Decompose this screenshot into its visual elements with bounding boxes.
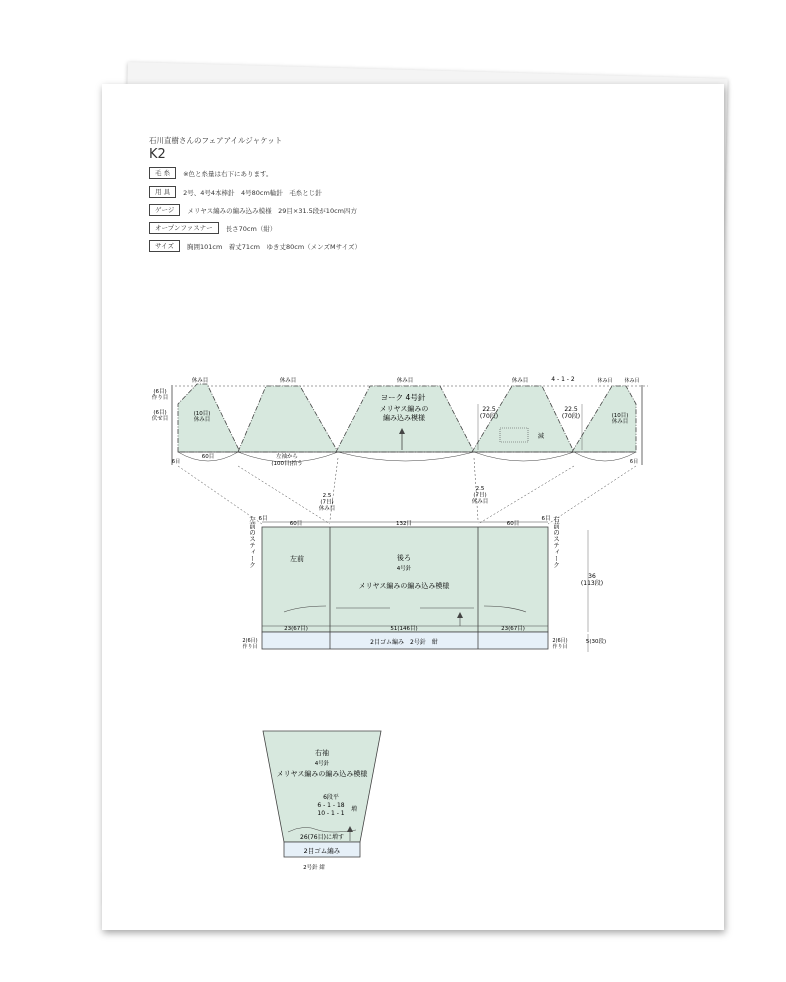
yoke-left-bind-off <box>152 408 169 422</box>
body-top-60l: 60目 <box>289 521 303 527</box>
text-line: 休み目 <box>193 417 211 423</box>
info-label-zipper: オープンファスナー <box>149 222 219 234</box>
info-value-size: 胸囲101cm 着丈71cm ゆき丈80cm（メンズMサイズ） <box>186 242 362 251</box>
text-line: 作り目 <box>151 395 169 401</box>
info-label-gauge: ゲージ <box>149 204 180 216</box>
text-line: 休み目 <box>611 419 629 425</box>
body-cast-left <box>242 637 257 650</box>
info-label-yarn: 毛 糸 <box>149 167 176 179</box>
yoke-pickup-curves <box>178 452 636 462</box>
yoke-bracket-dec: 減 <box>537 433 545 440</box>
body-cast-right <box>552 637 567 650</box>
yoke-rest-label-1: 休み目 <box>191 378 209 384</box>
text-line: (6目) <box>153 410 167 416</box>
body-back-needle: 4号針 <box>396 566 412 572</box>
text-line: 伏せ目 <box>151 416 169 422</box>
yoke-rest-label-5: 休み目 <box>597 378 613 384</box>
sleeve-ribbing-label: 2目ゴム編み <box>303 847 341 855</box>
yoke-pickup-label <box>271 452 302 467</box>
info-label-tools: 用 具 <box>149 186 176 198</box>
info-value-yarn: ※色と糸量は右下にあります。 <box>183 169 273 178</box>
text-line: 2.5 <box>322 493 332 499</box>
body-top-132: 132目 <box>396 521 412 527</box>
info-value-gauge: メリヤス編みの編み込み模様 29目×31.5段が10cm四方 <box>187 206 357 215</box>
body-back-title: 後ろ <box>397 554 411 562</box>
text-line: 左袖から <box>275 454 299 460</box>
yoke-title: ヨーク 4号針 <box>380 393 426 402</box>
sleeve-pattern: メリヤス編みの編み込み模様 <box>276 770 368 778</box>
text-line: (70段) <box>561 413 581 420</box>
yoke-left-cast-on <box>152 387 169 401</box>
text-line: 36 <box>588 573 596 580</box>
sleeve-inc-1: 6段平 <box>323 794 339 801</box>
text-line: (10目) <box>193 411 211 417</box>
yoke-six-right: 6目 <box>629 459 639 465</box>
text-line: 編み込み模様 <box>383 414 425 422</box>
yoke-rest-label-3: 休み目 <box>396 378 414 384</box>
text-line: 2(6目) <box>552 638 568 644</box>
text-line: (113段) <box>580 580 604 587</box>
sleeve-rib-needle: 2号針 紺 <box>303 865 325 871</box>
yoke-rest-label-6: 休み目 <box>624 378 640 384</box>
body-top-6l: 6目 <box>258 516 268 522</box>
text-line: (7目) <box>473 492 487 499</box>
body-panel <box>242 486 606 652</box>
body-rest-right <box>472 486 489 505</box>
body-rest-left <box>319 493 336 512</box>
body-left-placket: 左前のスティーク <box>248 516 256 568</box>
yoke-rest-label-4: 休み目 <box>511 378 529 384</box>
body-bottom-23r: 23(67目) <box>501 626 525 632</box>
body-bottom-51: 51(146目) <box>390 626 418 632</box>
body-height-label <box>581 573 603 587</box>
sleeve-needle: 4号針 <box>314 761 330 767</box>
body-main <box>262 527 548 632</box>
yoke-dec-label: 4 - 1 - 2 <box>551 376 575 383</box>
text-line: 作り目 <box>242 644 258 650</box>
pattern-title: 石川直樹さんのフェアアイルジャケット <box>149 136 283 145</box>
sleeve-title: 右袖 <box>315 749 329 757</box>
text-line: 休み目 <box>318 506 336 512</box>
yoke-six-left: 6目 <box>171 459 181 465</box>
info-label-size: サイズ <box>149 240 180 252</box>
yoke-body-connectors <box>178 458 639 524</box>
body-top-60r: 60目 <box>506 521 520 527</box>
text-line: (10目) <box>611 413 629 419</box>
body-top-6r: 6目 <box>541 516 551 522</box>
yoke-rest-label-2: 休み目 <box>279 378 297 384</box>
text-line: (70段) <box>479 413 499 420</box>
sleeve-panel <box>263 731 381 871</box>
sleeve-main <box>263 731 381 842</box>
pattern-code: K2 <box>149 147 166 162</box>
info-value-tools: 2号、4号4本棒針 4号80cm輪針 毛糸とじ針 <box>183 188 322 197</box>
text-line: 休み目 <box>471 499 489 505</box>
body-bottom-23l: 23(67目) <box>284 626 308 632</box>
yoke-depth-right <box>562 406 580 420</box>
body-rib-height: 5(30段) <box>585 639 607 645</box>
yoke-left-rest10 <box>194 409 211 423</box>
yoke-panel <box>152 376 648 467</box>
text-line: 22.5 <box>482 406 496 413</box>
text-line: (100目)拾う <box>271 461 303 467</box>
yoke-depth-left <box>480 406 498 420</box>
info-value-zipper: 長さ70cm（紺） <box>225 224 277 233</box>
text-line: (7目) <box>320 499 334 506</box>
yoke-right-rest10 <box>612 411 629 425</box>
body-ribbing-label: 2目ゴム編み 2号針 紺 <box>370 639 438 646</box>
sleeve-inc-3: 10 - 1 - 1 <box>317 810 345 817</box>
text-line: 22.5 <box>564 406 578 413</box>
connector-line <box>548 466 636 524</box>
body-right-placket: 右前のスティーク <box>552 516 560 568</box>
yoke-segment-2 <box>238 386 338 452</box>
yoke-left-60: 60目 <box>201 454 215 460</box>
sleeve-bottom-label: 26(76目)に増す <box>300 834 344 841</box>
sleeve-inc-2: 6 - 1 - 18 <box>317 802 345 809</box>
body-left-front: 左前 <box>290 555 304 563</box>
body-back-pattern: メリヤス編みの編み込み模様 <box>358 582 450 590</box>
text-line: 2.5 <box>475 486 485 492</box>
text-line: メリヤス編みの <box>379 405 429 413</box>
text-line: (6目) <box>153 389 167 395</box>
text-line: 2(6目) <box>242 638 258 644</box>
sleeve-inc-mark: 増 <box>350 806 358 813</box>
text-line: 作り目 <box>552 644 568 650</box>
